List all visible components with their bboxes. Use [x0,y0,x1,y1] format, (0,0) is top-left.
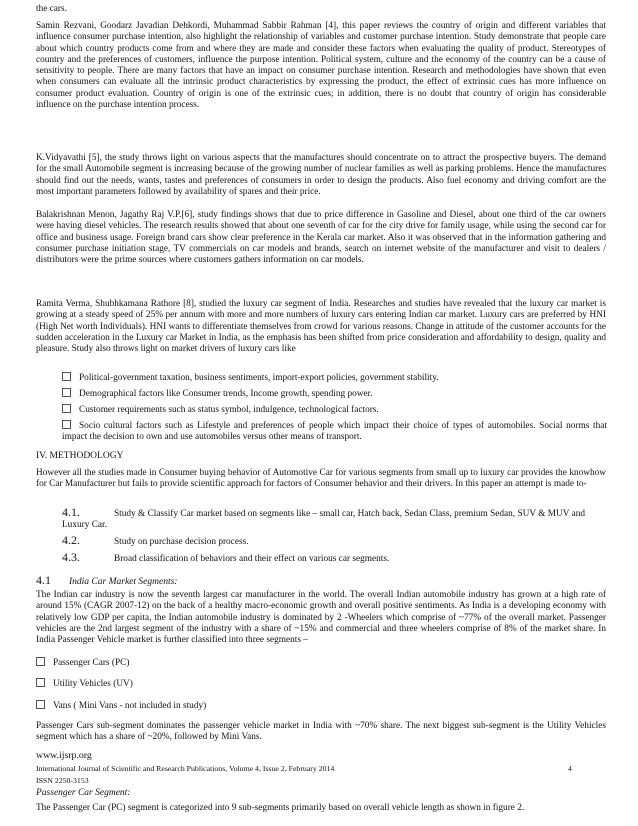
page-number: 4 [568,764,572,773]
footer-journal: International Journal of Scientific and Research Publications, Volume 4, Issue 2, February 2014 [36,764,335,773]
subsection-heading-passenger-car: Passenger Car Segment: [36,788,131,798]
methodology-item: 4.1. Study & Classify Car market based on segments like – small car, Hatch back, Sedan Class, premium Sedan, SUV & MUV and Luxury Car. [62,505,586,530]
paragraph-verma: Ramita Verma, Shubhkamana Rathore [8], studied the luxury car segment of India. Researches and studies have revealed that the luxury car market is growing at a steady speed of 25% per annum with more and more numbers of luxury cars entering Indian car market. Luxury cars are preferred by HNI (High Net worth Individuals). HNI wants to differentiate themselves from crowd for various reasons. Change in attitude of the customer accounts for the sudden acceleration in the Luxury car Market in India, as the emphasis has been shifted from price consideration and affordability to design, quality and pleasure. Study also throws light on market drivers of luxury cars like [36,299,606,355]
methodology-item: 4.2. Study on purchase decision process. [62,533,249,547]
paragraph-pc-segment: The Passenger Car (PC) segment is categorized into 9 sub-segments primarily based on overall vehicle length as shown in figure 2. [36,803,525,813]
list-item: Demographical factors like Consumer trends, Income growth, spending power. [62,388,607,400]
methodology-item: 4.3. Broad classification of behaviors and their effect on various car segments. [62,550,390,564]
paragraph-passenger-cars: Passenger Cars sub-segment dominates the passenger vehicle market in India with ~70% share. The next biggest sub-segment is the Utility Vehicles segment which has a share of ~20%, followed by Mini Vans. [36,721,606,743]
checkbox-bullet-icon [62,372,71,381]
list-item: Political-government taxation, business sentiments, import-export policies, government stability. [62,372,607,384]
paragraph-methodology: However all the studies made in Consumer buying behavior of Automotive Car for various segments from small up to luxury car provides the knowhow for Car Manufacturer but fails to provide scientific approach for factors of Consumer behavior and their drivers. In this paper an attempt is made to- [36,468,606,490]
list-item: Vans ( Mini Vans - not included in study) [36,700,606,712]
paragraph-indian-car-industry: The Indian car industry is now the seventh largest car manufacturer in the world. The overall Indian automobile industry has grown at a high rate of around 15% (CAGR 2007-12) on the back of a healthy macro-economic growth and overall positive sentiments. As India is a developing economy with relatively low GDP per capita, the Indian automobile industry is dominated by 2 -Wheelers which comprise of ~77% of the overall market. Passenger vehicles are the 2nd largest segment of the industry with a share of ~15% and commercial and three wheelers comprise of 8% of the market share. In India Passenger Vehicle market is further classified into three segments – [36,590,606,646]
section-heading-methodology: IV. METHODOLOGY [36,451,124,461]
list-item: Utility Vehicles (UV) [36,678,606,690]
checkbox-bullet-icon [62,404,71,413]
checkbox-bullet-icon [36,657,45,666]
checkbox-bullet-icon [62,420,71,429]
paragraph-menon: Balakrishnan Menon, Jagathy Raj V.P.[6], study findings shows that due to price difference in Gasoline and Diesel, about one third of the car owners were having diesel vehicles. The research results showed that about one seventh of car for the city drive for family usage, while using the second car for office and business usage. Foreign brand cars show clear preference in the Kerala car market. Also it was observed that in the information gathering and consumer purchase initiation stage, TV commercials on car models and brands, search on internet website of the manufacturer and visit to dealers / distributors were the prime sources where customers gathers information on car models. [36,210,606,266]
subsection-heading-4-1: 4.1 India Car Market Segments: [36,573,178,587]
checkbox-bullet-icon [36,700,45,709]
list-item: Customer requirements such as status symbol, indulgence, technological factors. [62,404,607,416]
paragraph-continuation: the cars. [36,4,67,14]
paragraph-vidyavathi: K.Vidyavathi [5], the study throws light on various aspects that the manufactures should concentrate on to attract the prospective buyers. The demand for the small Automobile segment is increasing because of the growing number of nuclear families as well as parking problems. Hence the manufactures should find out the needs, wants, tastes and preferences of consumers in order to design the products. Also fuel economy and driving comfort are the most important parameters followed by availability of spares and their price. [36,153,606,197]
checkbox-bullet-icon [36,678,45,687]
list-item: Socio cultural factors such as Lifestyle and preferences of people which impact their choice of types of automobiles. Social norms that impact the decision to own and use automobiles versus other means of transport. [62,421,607,443]
footer-issn: ISSN 2250-3153 [36,776,89,785]
footer-url: www.ijsrp.org [36,750,92,761]
paragraph-rezvani: Samin Rezvani, Goodarz Javadian Dehkordi, Muhammad Sabbir Rahman [4], this paper reviews the country of origin and different variables that influence consumer purchase intention, also highlight the relationship of variables and customer purchase intention. Study demonstrate that people care about which country products come from and where they are made and consider these factors when evaluating the quality of product. Stereotypes of country and the preferences of customers, influence the purpose intention. Political system, culture and the economy of the country can be a cause of sensitivity to people. There are many factors that have an impact on consumer purchase intention. Research and methodologies have shown that even when consumers can evaluate all the intrinsic product characteristics by expressing the product, the effect of extrinsic cues has more influence on consumer product evaluation. Country of origin is one of the extrinsic cues; in addition, there is no doubt that country of origin has considerable influence on the purchase intention process. [36,21,606,111]
list-item: Passenger Cars (PC) [36,657,606,669]
checkbox-bullet-icon [62,388,71,397]
